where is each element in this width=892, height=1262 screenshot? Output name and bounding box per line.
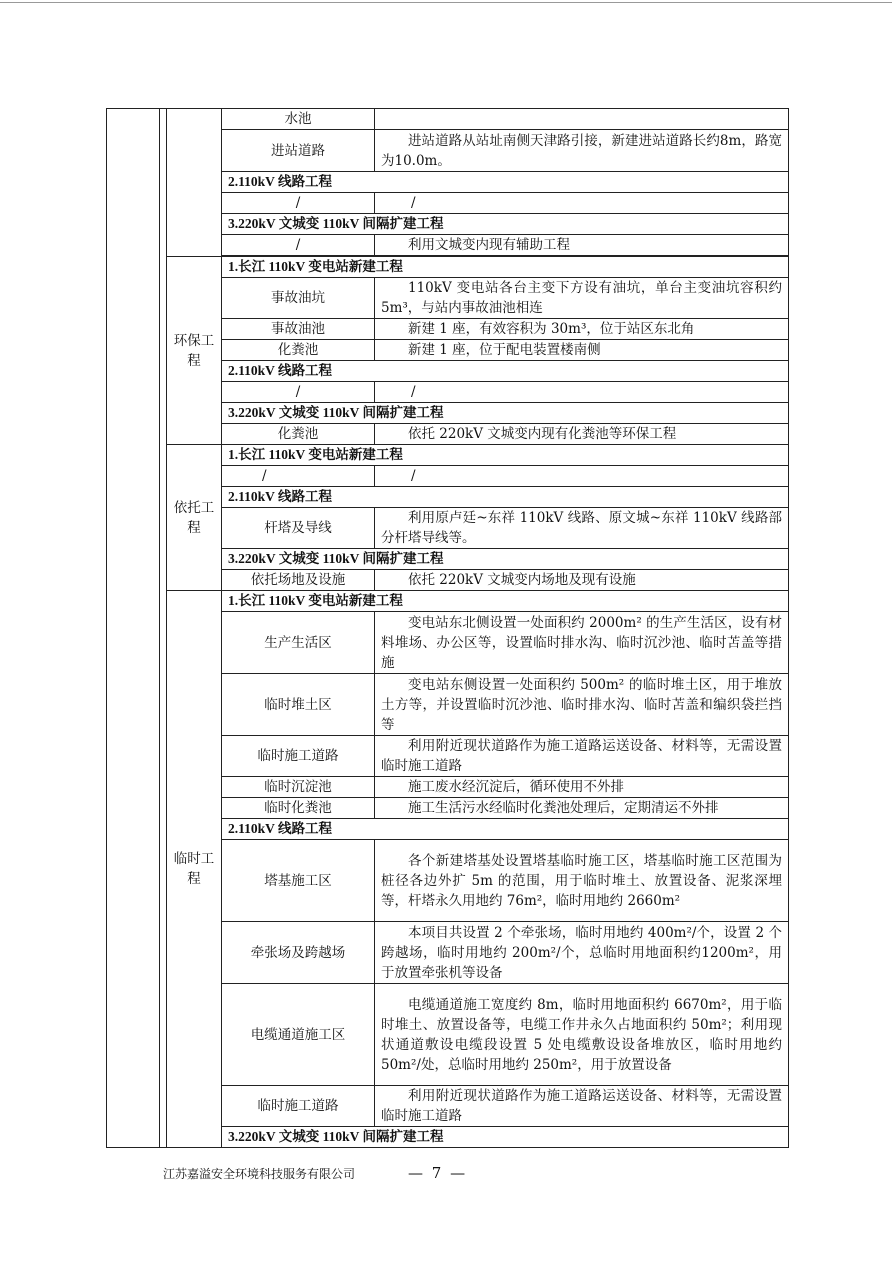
item-desc: 利用文城变内现有辅助工程 <box>375 235 789 256</box>
section-heading: 1.长江 110kV 变电站新建工程 <box>222 591 789 612</box>
footer-company: 江苏嘉溢安全环境科技服务有限公司 <box>163 1167 356 1181</box>
section-heading: 1.长江 110kV 变电站新建工程 <box>222 445 789 466</box>
outer-column <box>107 109 160 1148</box>
item-desc: 新建 1 座，位于配电装置楼南侧 <box>375 340 789 361</box>
item-name: 牵张场及跨越场 <box>222 922 375 984</box>
table-row <box>107 591 789 612</box>
item-name: 进站道路 <box>222 130 375 172</box>
item-desc: 利用原卢廷~东祥 110kV 线路、原文城~东祥 110kV 线路部分杆塔导线等。 <box>375 508 789 549</box>
item-name: 化粪池 <box>222 340 375 361</box>
inner-column <box>160 109 167 1148</box>
item-desc: 本项目共设置 2 个牵张场，临时用地约 400m²/个，设置 2 个跨越场，临时用地约 200m²/个，总临时用地面积约1200m²，用于放置牵张机等设备 <box>375 922 789 984</box>
item-name: / <box>222 466 375 487</box>
item-desc: 变电站东侧设置一处面积约 500m² 的临时堆土区，用于堆放土方等，并设置临时沉沙池、临时排水沟、临时苫盖和编织袋拦挡等 <box>375 674 789 736</box>
item-name: 依托场地及设施 <box>222 570 375 591</box>
section-heading: 2.110kV 线路工程 <box>222 361 789 382</box>
item-name: 事故油坑 <box>222 278 375 319</box>
item-name: 临时施工道路 <box>222 736 375 777</box>
item-name: 事故油池 <box>222 319 375 340</box>
project-composition-table <box>106 108 789 1148</box>
item-desc: 新建 1 座，有效容积为 30m³，位于站区东北角 <box>375 319 789 340</box>
item-name: / <box>222 382 375 403</box>
item-desc: 各个新建塔基处设置塔基临时施工区，塔基临时施工区范围为桩径各边外扩 5m 的范围，用于临时堆土、放置设备、泥浆深埋等，杆塔永久用地约 76m²，临时用地约 2660m² <box>375 840 789 922</box>
item-name: / <box>222 235 375 256</box>
section-heading: 3.220kV 文城变 110kV 间隔扩建工程 <box>222 214 789 235</box>
section-heading: 2.110kV 线路工程 <box>222 819 789 840</box>
category-reliance: 依托工程 <box>167 445 222 591</box>
category-environmental: 环保工程 <box>167 257 222 445</box>
item-desc: 电缆通道施工宽度约 8m，临时用地面积约 6670m²，用于临时堆土、放置设备等，电缆工作井永久占地面积约 50m²；利用现状通道敷设电缆段设置 5 处电缆敷设设备堆放区，临时用地约 50m²/处，总临时用地约 250m²，用于放置设备 <box>375 984 789 1086</box>
item-name: 水池 <box>222 109 375 130</box>
item-desc: 变电站东北侧设置一处面积约 2000m² 的生产生活区，设有材料堆场、办公区等，设置临时排水沟、临时沉沙池、临时苫盖等措施 <box>375 612 789 674</box>
item-name: / <box>222 193 375 214</box>
section-heading: 2.110kV 线路工程 <box>222 172 789 193</box>
item-name: 临时化粪池 <box>222 798 375 819</box>
section-heading: 2.110kV 线路工程 <box>222 487 789 508</box>
item-name: 电缆通道施工区 <box>222 984 375 1086</box>
item-desc: 110kV 变电站各台主变下方设有油坑，单台主变油坑容积约 5m³，与站内事故油池相连 <box>375 278 789 319</box>
item-name: 生产生活区 <box>222 612 375 674</box>
item-desc: 依托 220kV 文城变内场地及现有设施 <box>375 570 789 591</box>
item-name: 化粪池 <box>222 424 375 445</box>
item-desc: 依托 220kV 文城变内现有化粪池等环保工程 <box>375 424 789 445</box>
item-desc: / <box>375 193 789 214</box>
table-row <box>107 109 789 130</box>
item-desc: 进站道路从站址南侧天津路引接，新建进站道路长约8m，路宽为10.0m。 <box>375 130 789 172</box>
item-name: 塔基施工区 <box>222 840 375 922</box>
item-name: 杆塔及导线 <box>222 508 375 549</box>
table-row <box>107 257 789 278</box>
item-name: 临时堆土区 <box>222 674 375 736</box>
top-rule <box>0 2 892 3</box>
item-name: 临时施工道路 <box>222 1086 375 1127</box>
item-desc: 施工生活污水经临时化粪池处理后，定期清运不外排 <box>375 798 789 819</box>
item-desc: / <box>375 466 789 487</box>
item-desc: 施工废水经沉淀后，循环使用不外排 <box>375 777 789 798</box>
table-row <box>107 445 789 466</box>
section-heading: 3.220kV 文城变 110kV 间隔扩建工程 <box>222 549 789 570</box>
item-desc: 利用附近现状道路作为施工道路运送设备、材料等，无需设置临时施工道路 <box>375 736 789 777</box>
category-continued <box>167 109 222 257</box>
item-name: 临时沉淀池 <box>222 777 375 798</box>
page-number: — 7 — <box>408 1164 468 1182</box>
section-heading: 1.长江 110kV 变电站新建工程 <box>222 257 789 278</box>
section-heading: 3.220kV 文城变 110kV 间隔扩建工程 <box>222 403 789 424</box>
category-temporary: 临时工程 <box>167 591 222 1148</box>
section-heading: 3.220kV 文城变 110kV 间隔扩建工程 <box>222 1127 789 1148</box>
item-desc: / <box>375 382 789 403</box>
item-desc <box>375 109 789 130</box>
item-desc: 利用附近现状道路作为施工道路运送设备、材料等，无需设置临时施工道路 <box>375 1086 789 1127</box>
